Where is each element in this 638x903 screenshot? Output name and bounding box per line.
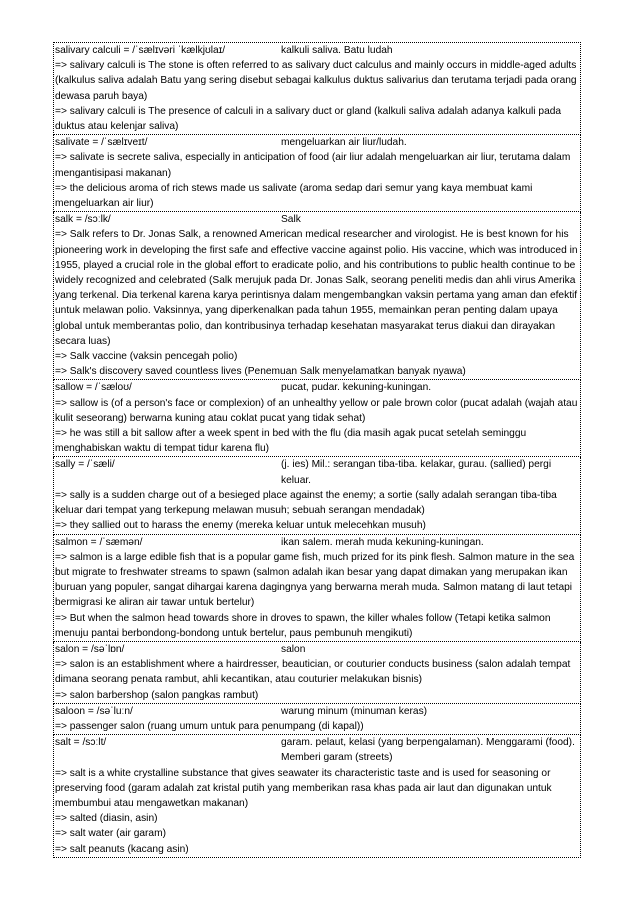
entry-headline <box>55 642 579 657</box>
entry-example-line: => passenger salon (ruang umum untuk para penumpang (di kapal)) <box>55 720 364 732</box>
entry-gloss: kalkuli saliva. Batu ludah <box>281 45 393 56</box>
dictionary-entry <box>53 642 581 704</box>
dictionary-entry <box>53 135 581 212</box>
entry-example-line: => Salk refers to Dr. Jonas Salk, a renowned American medical researcher and virologist. He is best known for his pioneering work in developing the first safe and effective vaccine against polio. His vaccine, which was introduced in 1955, played a crucial role in the global effort to eradicate polio, and his contributions to public health continue to be widely recognized and celebrated (Salk merujuk pada Dr. Jonas Salk, seorang peneliti medis dan ahli virus Amerika yang terkenal. Dia terkenal karena karya perintisnya dalam mengembangkan vaksin pertama yang aman dan efektif untuk melawan polio. Vaksinnya, yang diperkenalkan pada tahun 1955, memainkan peran penting dalam upaya global untuk memberantas polio, dan kontribusinya terhadap kesehatan masyarakat terus diakui dan dirayakan secara luas) <box>55 229 578 347</box>
entry-example-line: => salt is a white crystalline substance that gives seawater its characteristic taste and is used for seasoning or preserving food (garam adalah zat kristal putih yang memberikan rasa khas pada air laut dan digunakan untuk membumbui atau mengawetkan makanan) <box>55 767 552 809</box>
entry-headword: saloon = /səˈluːn/ <box>55 705 133 717</box>
entry-gloss: mengeluarkan air liur/ludah. <box>281 137 407 149</box>
entry-headword: sallow = /ˈsæloʊ/ <box>55 382 132 394</box>
entry-example-line: => the delicious aroma of rich stews made us salivate (aroma sedap dari semur yang kaya membuat kami mengeluarkan air liur) <box>55 182 533 210</box>
entry-example-line: => But when the salmon head towards shore in droves to spawn, the killer whales follow (Tetapi ketika salmon menuju pantai berbondong-bondong untuk bertelur, paus pembunuh mengikuti) <box>55 612 551 639</box>
dictionary-entry <box>53 457 581 534</box>
dictionary-page <box>53 42 581 858</box>
entry-headline <box>55 380 579 395</box>
entry-example-line: => Salk vaccine (vaksin pencegah polio) <box>55 351 238 363</box>
entry-headword: salmon = /ˈsæmən/ <box>55 536 143 548</box>
dictionary-entry <box>53 380 581 457</box>
entry-example-line: => salivary calculi is The presence of calculi in a salivary duct or gland (kalkuli saliva adalah adanya kalkuli pada duktus atau kelenjar saliva) <box>55 105 562 133</box>
entry-headword: salt = /sɔːlt/ <box>55 737 107 749</box>
entry-example-line: => they sallied out to harass the enemy (mereka keluar untuk melecehkan musuh) <box>55 520 426 532</box>
entry-example-line: => salivate is secrete saliva, especially in anticipation of food (air liur adalah mengeluarkan air liur, terutama dalam mengantisipasi makanan) <box>55 152 571 179</box>
entry-example-line: => salted (diasin, asin) <box>55 813 158 825</box>
dictionary-entry <box>53 735 581 858</box>
entry-example-line: => he was still a bit sallow after a week spent in bed with the flu (dia masih agak pucat setelah seminggu menghabiskan waktu di tempat tidur karena flu) <box>55 428 527 455</box>
entry-gloss: salon <box>281 643 306 655</box>
entry-headword: sally = /ˈsæli/ <box>55 459 115 471</box>
entry-headline <box>55 704 579 719</box>
dictionary-entry <box>53 42 581 135</box>
entry-example-line: => salt water (air garam) <box>55 828 166 840</box>
entry-example-line: => sally is a sudden charge out of a besieged place against the enemy; a sortie (sally adalah serangan tiba-tiba keluar dari tempat yang terkepung melawan musuh; sebuah serangan mendadak) <box>55 489 557 517</box>
entry-gloss: ikan salem. merah muda kekuning-kuningan. <box>281 536 484 548</box>
entry-example-line: => salivary calculi is The stone is often referred to as salivary duct calculus and mainly occurs in middle-aged adults (kalkulus saliva adalah Batu yang sering disebut sebagai kalkulus duktus salivarius dan terutama terjadi pada orang dewasa paruh baya) <box>55 60 577 102</box>
entry-example-line: => salt peanuts (kacang asin) <box>55 843 189 855</box>
entry-headword: salon = /səˈlɒn/ <box>55 643 125 655</box>
entry-headword: salivate = /ˈsælɪveɪt/ <box>55 137 148 149</box>
entry-example-line: => salmon is a large edible fish that is a popular game fish, much prized for its pink flesh. Salmon mature in the sea but migrate to freshwater streams to spawn (salmon adalah ikan besar yang dapat dimakan yang merupakan ikan buruan yang populer, sangat dihargai karena dagingnya yang berwarna merah muda. Salmon matang di laut tetapi bermigrasi ke aliran air tawar untuk bertelur) <box>55 551 575 609</box>
entry-headline <box>55 535 579 550</box>
entry-example-line: => Salk's discovery saved countless lives (Penemuan Salk menyelamatkan banyak nyawa) <box>55 366 466 378</box>
entry-gloss: garam. pelaut, kelasi (yang berpengalaman). Menggarami (food). Memberi garam (streets) <box>281 737 575 764</box>
entry-headword: salk = /sɔːlk/ <box>55 214 111 226</box>
entry-headword: salivary calculi = /ˈsælɪvəri ˈkælkjʊlaɪ/ <box>55 45 226 56</box>
entry-gloss: (j. ies) Mil.: serangan tiba-tiba. kelakar, gurau. (sallied) pergi keluar. <box>281 459 552 486</box>
entry-gloss: Salk <box>281 214 301 226</box>
entry-headline <box>55 135 579 150</box>
entry-headline <box>55 43 579 58</box>
entry-headline <box>55 457 579 487</box>
entry-headline <box>55 735 579 765</box>
dictionary-entry <box>53 704 581 735</box>
entry-headline <box>55 212 579 227</box>
entry-example-line: => salon is an establishment where a hairdresser, beautician, or couturier conducts business (salon adalah tempat dimana seorang penata rambut, ahli kecantikan, atau couturier melakukan bisnis) <box>55 659 571 686</box>
entry-gloss: pucat, pudar. kekuning-kuningan. <box>281 382 432 394</box>
entry-gloss: warung minum (minuman keras) <box>281 705 428 717</box>
dictionary-entry <box>53 535 581 642</box>
dictionary-entry <box>53 212 581 380</box>
entry-example-line: => sallow is (of a person's face or complexion) of an unhealthy yellow or pale brown color (pucat adalah (wajah atau kulit seseorang) berwarna kuning atau coklat pucat yang tidak sehat) <box>55 397 578 424</box>
entry-example-line: => salon barbershop (salon pangkas rambut) <box>55 689 259 701</box>
